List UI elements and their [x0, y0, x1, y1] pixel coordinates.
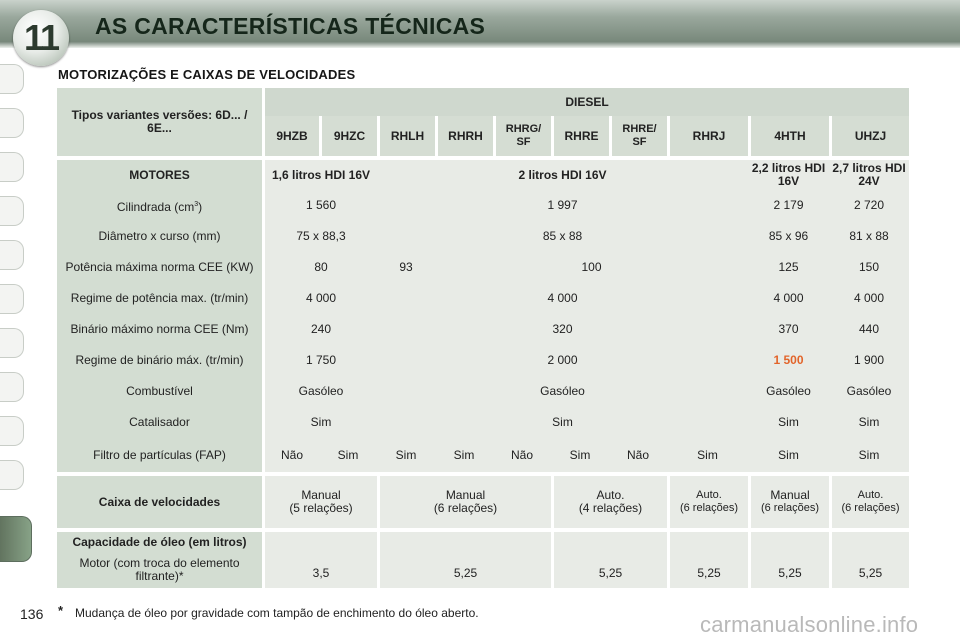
chapter-tab[interactable] — [0, 416, 24, 446]
value-cell: Sim — [377, 407, 748, 438]
gearbox-type: Manual — [770, 488, 810, 502]
value-cell: 93 — [377, 252, 435, 283]
value-cell: Sim — [748, 407, 829, 438]
value-cell: 85 x 88 — [377, 221, 748, 252]
gearbox-cell — [748, 476, 829, 528]
chapter-tab[interactable] — [0, 460, 24, 490]
code-header: RHRH — [435, 116, 493, 156]
value-cell: 370 — [748, 314, 829, 345]
code-header: RHRE/ SF — [609, 116, 667, 156]
value-cell: 2 720 — [829, 190, 909, 221]
row-label-text: ) — [198, 199, 203, 214]
engine-spec-table — [57, 88, 909, 588]
row-label-regime-binario: Regime de binário máx. (tr/min) — [57, 345, 262, 376]
oil-sub-label: Motor (com troca do elemento filtrante)* — [79, 556, 240, 583]
oil-value: 5,25 — [748, 532, 829, 588]
footnote: Mudança de óleo por gravidade com tampão de enchimento do óleo aberto. — [75, 606, 479, 620]
chapter-tab[interactable] — [0, 108, 24, 138]
value-cell: Gasóleo — [829, 376, 909, 407]
engine-3: 2,2 litros HDI 16V — [748, 160, 829, 190]
row-label-catalisador: Catalisador — [57, 407, 262, 438]
engine-4: 2,7 litros HDI 24V — [829, 160, 909, 190]
code-header: 9HZC — [319, 116, 377, 156]
footnote-mark: * — [58, 603, 64, 618]
value-cell: 4 000 — [377, 283, 748, 314]
value-cell: 81 x 88 — [829, 221, 909, 252]
chapter-number: 11 — [23, 17, 59, 58]
row-label-potencia: Potência máxima norma CEE (KW) — [57, 252, 262, 283]
row-label-regime-potencia: Regime de potência max. (tr/min) — [57, 283, 262, 314]
code-header: RHRE — [551, 116, 609, 156]
code-header: 9HZB — [262, 116, 319, 156]
page-title: AS CARACTERÍSTICAS TÉCNICAS — [95, 13, 486, 39]
value-cell: 1 997 — [377, 190, 748, 221]
fuel-group-header: DIESEL — [262, 88, 909, 116]
chapter-tab-active[interactable] — [0, 516, 32, 562]
gearbox-cell — [262, 476, 377, 528]
gearbox-ratios: (6 relações) — [760, 502, 820, 514]
row-label-cilindrada — [57, 190, 262, 221]
code-header: RHRJ — [667, 116, 748, 156]
row-label-binario: Binário máximo norma CEE (Nm) — [57, 314, 262, 345]
header-bar-edge — [0, 42, 960, 48]
gearbox-type: Manual — [301, 488, 341, 502]
oil-value: 5,25 — [667, 532, 748, 588]
value-cell: 4 000 — [829, 283, 909, 314]
value-cell: 240 — [262, 314, 377, 345]
oil-value: 5,25 — [377, 532, 551, 588]
chapter-tab[interactable] — [0, 284, 24, 314]
section-title: MOTORIZAÇÕES E CAIXAS DE VELOCIDADES — [58, 67, 356, 82]
chapter-tab[interactable] — [0, 328, 24, 358]
value-cell: Gasóleo — [377, 376, 748, 407]
value-cell: 2 179 — [748, 190, 829, 221]
value-cell: Sim — [748, 438, 829, 472]
code-header: UHZJ — [829, 116, 909, 156]
chapter-tab[interactable] — [0, 240, 24, 270]
engines-label: MOTORES — [57, 160, 262, 190]
value-cell: 1 900 — [829, 345, 909, 376]
value-cell: Sim — [551, 438, 609, 472]
oil-value: 3,5 — [262, 532, 377, 588]
value-cell: Não — [493, 438, 551, 472]
value-cell: 85 x 96 — [748, 221, 829, 252]
value-cell: 4 000 — [748, 283, 829, 314]
highlight-value: 1 500 — [773, 353, 804, 367]
gearbox-ratios: (5 relações) — [289, 501, 353, 515]
watermark: carmanualsonline.info — [700, 612, 919, 637]
chapter-tab[interactable] — [0, 152, 24, 182]
gearbox-ratios: (6 relações) — [679, 502, 739, 514]
value-cell: 80 — [262, 252, 377, 283]
value-cell: Gasóleo — [262, 376, 377, 407]
value-cell: Sim — [377, 438, 435, 472]
value-cell: 320 — [377, 314, 748, 345]
row-label-text: Cilindrada (cm — [116, 199, 195, 214]
value-cell: 100 — [435, 252, 748, 283]
oil-label-cell — [57, 532, 262, 588]
page-number: 136 — [20, 606, 44, 622]
gearbox-label: Caixa de velocidades — [57, 476, 262, 528]
value-cell: Não — [609, 438, 667, 472]
gearbox-ratios: (6 relações) — [841, 502, 900, 514]
chapter-tab[interactable] — [0, 372, 24, 402]
value-cell: Sim — [829, 438, 909, 472]
code-header: RHRG/ SF — [493, 116, 551, 156]
gearbox-type: Auto. — [857, 489, 884, 501]
value-cell: 440 — [829, 314, 909, 345]
gearbox-cell — [377, 476, 551, 528]
value-cell: 1 560 — [262, 190, 377, 221]
value-cell: Sim — [262, 407, 377, 438]
value-cell: Não — [262, 438, 319, 472]
value-cell-highlight — [748, 345, 829, 376]
gearbox-cell — [551, 476, 667, 528]
row-label-combustivel: Combustível — [57, 376, 262, 407]
row-label-fap: Filtro de partículas (FAP) — [57, 438, 262, 472]
value-cell: 125 — [748, 252, 829, 283]
gearbox-cell — [829, 476, 909, 528]
value-cell: Sim — [435, 438, 493, 472]
row-label-diametro: Diâmetro x curso (mm) — [57, 221, 262, 252]
gearbox-ratios: (4 relações) — [578, 501, 643, 515]
code-header: 4HTH — [748, 116, 829, 156]
gearbox-ratios: (6 relações) — [433, 501, 498, 515]
engine-1: 1,6 litros HDI 16V — [262, 160, 377, 190]
chapter-tab[interactable] — [0, 196, 24, 226]
gearbox-type: Auto. — [696, 489, 722, 501]
oil-label: Capacidade de óleo (em litros) — [72, 535, 247, 549]
gearbox-cell — [667, 476, 748, 528]
chapter-tab[interactable] — [0, 64, 24, 94]
value-cell: 75 x 88,3 — [262, 221, 377, 252]
code-header: RHLH — [377, 116, 435, 156]
chapter-badge — [13, 10, 69, 66]
value-cell: 150 — [829, 252, 909, 283]
value-cell: 1 750 — [262, 345, 377, 376]
value-cell: Sim — [667, 438, 748, 472]
gearbox-type: Auto. — [596, 488, 625, 502]
row-label-superscript: 3 — [194, 200, 199, 208]
value-cell: Sim — [319, 438, 377, 472]
value-cell: Sim — [829, 407, 909, 438]
oil-value: 5,25 — [551, 532, 667, 588]
engine-2: 2 litros HDI 16V — [377, 160, 748, 190]
oil-value: 5,25 — [829, 532, 909, 588]
value-cell: Gasóleo — [748, 376, 829, 407]
value-cell: 4 000 — [262, 283, 377, 314]
gearbox-type: Manual — [445, 488, 486, 502]
value-cell: 2 000 — [377, 345, 748, 376]
variants-label: Tipos variantes versões: 6D... / 6E... — [57, 88, 262, 156]
